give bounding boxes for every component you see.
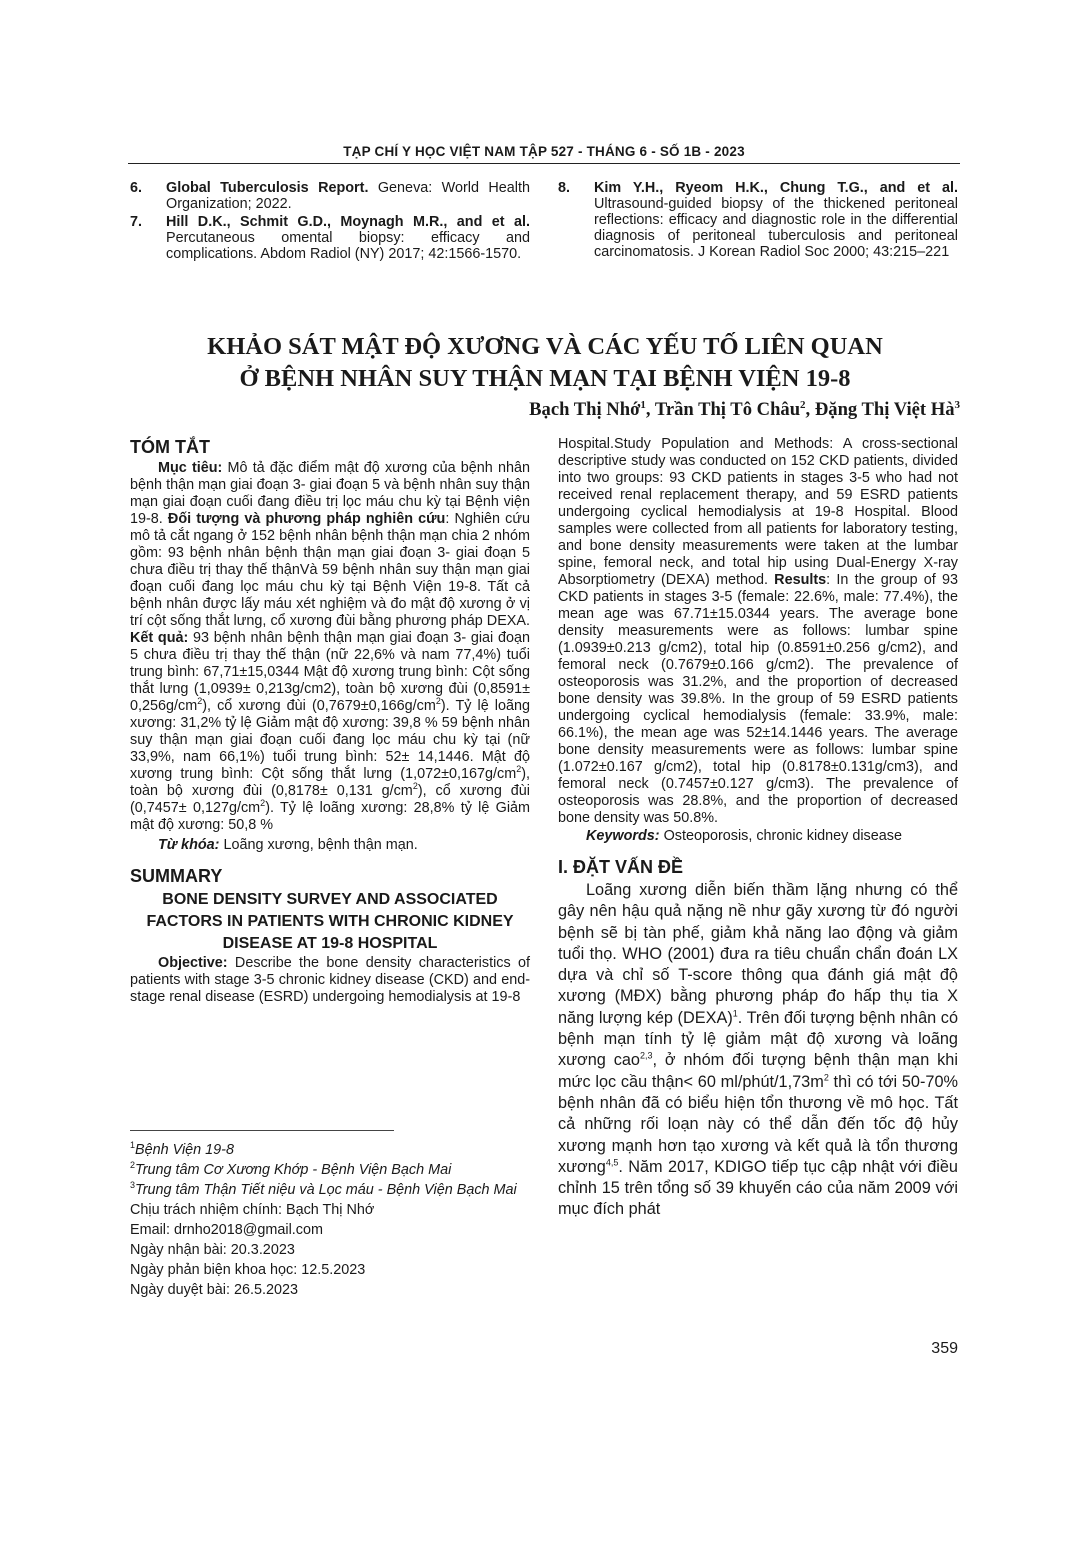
citation: 1 bbox=[732, 1008, 738, 1019]
title-line-1: KHẢO SÁT MẬT ĐỘ XƯƠNG VÀ CÁC YẾU TỐ LIÊN QUAN bbox=[207, 333, 883, 360]
body-text: . Năm 2017, KDIGO tiếp tục cập nhật với điều chỉnh 15 trên tổng số 39 khuyến cáo của năm 2009 với mục đích phát bbox=[558, 1157, 958, 1219]
doituong-label: Đối tượng và phương pháp nghiên cứu bbox=[167, 511, 446, 527]
date-received: Ngày nhận bài: 20.3.2023 bbox=[130, 1242, 295, 1258]
author-1: Bạch Thị Nhớ bbox=[529, 399, 641, 420]
citation: 2,3 bbox=[639, 1050, 653, 1061]
doituong-text: : Nghiên cứu mô tả cắt ngang ở 152 bệnh nhân bệnh thận mạn chia 2 nhóm gồm: 93 bệnh nhân bệnh thận mạn giai đoạn 3- giai đoạn 5 chưa điều trị thay thế thậnVà 59 bệnh nhân suy thận mạn giai đoạn cuối đang lọc máu chu kỳ tại Bệnh Viện 19-8. Tất cả bệnh nhân được lấy máu xét nghiệm và đo mật độ xương ở vị trí cột sống thắt lưng, cổ xương đùi bằng phương pháp DEXA. bbox=[130, 511, 530, 629]
ketqua-text: ), toàn bộ xương đùi (0,8178± 0,131 g/cm bbox=[130, 766, 530, 799]
tukhoa bbox=[130, 837, 530, 854]
tukhoa-label: Từ khóa: bbox=[158, 837, 220, 853]
date-accepted: Ngày duyệt bài: 26.5.2023 bbox=[130, 1282, 299, 1298]
summary-heading: SUMMARY bbox=[130, 866, 223, 886]
reference-number: 8. bbox=[558, 180, 571, 196]
section-1-heading: I. ĐẶT VẤN ĐỀ bbox=[558, 857, 684, 877]
footnote-mark: 3 bbox=[130, 1180, 136, 1191]
footnote-rule bbox=[130, 1130, 394, 1131]
summary-body bbox=[558, 436, 958, 827]
keywords-label: Keywords: bbox=[586, 828, 660, 844]
journal-header: TẠP CHÍ Y HỌC VIỆT NAM TẬP 527 - THÁNG 6 - SỐ 1B - 2023 bbox=[343, 144, 745, 159]
body-text: thì có tới 50-70% bệnh nhân đã có biểu hiện tổn thương về mô học. Tất cả những rối loạn này có thể dẫn đến tốc độ hủy xương mạnh hơn tạo xương và kết quả là tổn thương xương bbox=[558, 1072, 958, 1176]
contact-email: Email: drnho2018@gmail.com bbox=[130, 1222, 323, 1238]
responsible-author: Chịu trách nhiệm chính: Bạch Thị Nhớ bbox=[130, 1202, 375, 1218]
reference-text: Percutaneous omental biopsy: efficacy and complications. Abdom Radiol (NY) 2017; 42:1566-1570. bbox=[166, 230, 530, 262]
results-text: : In the group of 93 CKD patients in stages 3-5 (female: 22.6%, male: 77.4%), the mean age was 67.71±15.0344 years. The average bone density measurements were as follows: lumbar spine (1.0939±0.213 g/cm2), total hip (0.8591±0.256 g/cm2), and femoral neck (0.7679±0.166 g/cm2). The prevalence of osteoporosis was 31.2%, and the proportion of decreased bone density was 39.8%. In the group of 59 ESRD patients undergoing cyclical hemodialysis (female: 33.9%, male: 66.1%), the mean age was 52±14.1446 years. The average bone density measurements were as follows: lumbar spine (1.072±0.167 g/cm2), total hip (0.8178±0.131g/cm3), and femoral neck (0.7457±0.127 g/cm3). The prevalence of osteoporosis was 28.8%, and the proportion of decreased bone density was 50.8%. bbox=[558, 572, 959, 826]
superscript: 2 bbox=[260, 798, 266, 809]
body-text: , ở nhóm đối tượng bệnh thận mạn khi mức lọc cầu thận< 60 ml/phút/1,73m bbox=[558, 1051, 958, 1091]
superscript: 2 bbox=[823, 1072, 829, 1083]
reference-text: Geneva: World Health Organization; 2022. bbox=[166, 180, 530, 212]
body-text: Loãng xương diễn biến thầm lặng nhưng có thể gây nên hậu quả nặng nề như gãy xương từ đó người bệnh sẽ bị tàn phế, giảm khả năng lao động và giảm tuổi thọ. WHO (2001) đưa ra tiêu chuẩn chẩn đoán LX dựa và chỉ số T-score thông qua đánh giá mật độ xương (MĐX) bằng phương pháp đo hấp thụ tia X năng lượng kép (DEXA) bbox=[558, 881, 958, 1027]
affiliation-3: Trung tâm Thận Tiết niệu và Lọc máu - Bệnh Viện Bạch Mai bbox=[135, 1182, 517, 1198]
page-number: 359 bbox=[931, 1340, 958, 1357]
citation: 4,5 bbox=[605, 1157, 619, 1168]
summary-title: BONE DENSITY SURVEY AND ASSOCIATED FACTORS IN PATIENTS WITH CHRONIC KIDNEY DISEASE AT 19-8 HOSPITAL bbox=[146, 891, 514, 952]
muctieu-text: Mô tả đặc điểm mật độ xương của bệnh nhân bệnh thận mạn giai đoạn 3- giai đoạn 5 và bệnh nhân suy thận mạn giai đoạn cuối đang điều trị lọc máu chu kỳ tại Bệnh viện 19-8. bbox=[130, 460, 530, 527]
superscript: 2 bbox=[197, 696, 203, 707]
ketqua-label: Kết quả: bbox=[130, 630, 189, 646]
header-rule bbox=[128, 163, 960, 164]
reference-8 bbox=[558, 180, 958, 260]
reference-authors: Hill D.K., Schmit G.D., Moynagh M.R., and et al. bbox=[166, 214, 530, 230]
author-2: Trần Thị Tô Châu bbox=[654, 399, 801, 420]
tomtat-body bbox=[130, 460, 530, 834]
tukhoa-text: Loãng xương, bệnh thận mạn. bbox=[219, 837, 418, 853]
author-3-affiliation: 3 bbox=[954, 398, 960, 411]
keywords-text: Osteoporosis, chronic kidney disease bbox=[659, 828, 902, 844]
ketqua-text: 93 bệnh nhân bệnh thận mạn giai đoạn 3- giai đoạn 5 chưa điều trị thay thế thận (nữ 22,6% và nam 77,4%) tuổi trung bình: 67,71±15,0344 Mật độ xương trung bình: Cột sống thắt lưng (1,0939± 0,213g/cm2), toàn bộ xương đùi (0,8591± 0,256g/cm bbox=[130, 630, 530, 714]
footnotes bbox=[130, 1140, 530, 1300]
date-reviewed: Ngày phản biện khoa học: 12.5.2023 bbox=[130, 1262, 366, 1278]
keywords bbox=[558, 828, 958, 845]
title-line-2: Ở BỆNH NHÂN SUY THẬN MẠN TẠI BỆNH VIỆN 19-8 bbox=[239, 365, 851, 392]
affiliation-1: Bệnh Viện 19-8 bbox=[135, 1142, 234, 1158]
superscript: 2 bbox=[412, 781, 418, 792]
reference-authors: Kim Y.H., Ryeom H.K., Chung T.G., and et al. bbox=[594, 180, 958, 196]
author-list: Bạch Thị Nhớ$^1$, Trần Thị Tô Châu$^2$, Đặng Thị Việt $Hà^3$ bbox=[529, 398, 960, 420]
footnote-mark: 1 bbox=[130, 1140, 136, 1151]
summary-objective bbox=[130, 955, 530, 1006]
abstract-vi-column bbox=[130, 437, 530, 1006]
tomtat-heading: TÓM TẮT bbox=[130, 437, 210, 457]
reference-number: 6. bbox=[130, 180, 143, 196]
reference-number: 7. bbox=[130, 214, 143, 230]
superscript: 2 bbox=[516, 764, 522, 775]
reference-6 bbox=[130, 180, 530, 212]
ketqua-text: ), cổ xương đùi (0,7679±0,166g/cm bbox=[202, 698, 436, 714]
abstract-en-column bbox=[558, 436, 958, 1221]
author-1-affiliation: 1 bbox=[640, 398, 646, 411]
objective-text: Describe the bone density characteristics of patients with stage 3-5 chronic kidney disease (CKD) and end-stage renal disease (ESRD) undergoing hemodialysis at 19-8 bbox=[130, 955, 530, 1005]
ketqua-text: ), cổ xương đùi (0,7457± 0,127g/cm bbox=[130, 783, 530, 816]
affiliation-2: Trung tâm Cơ Xương Khớp - Bệnh Viện Bạch Mai bbox=[135, 1162, 452, 1178]
objective-label: Objective: bbox=[158, 955, 228, 971]
body-text: . Trên đối tượng bệnh nhân có bệnh mạn tính tỷ lệ giảm mật độ xương và loãng xương cao bbox=[558, 1008, 959, 1070]
article-title bbox=[130, 331, 960, 395]
reference-7 bbox=[130, 214, 530, 262]
ketqua-text: ). Tỷ lệ loãng xương: 31,2% tỷ lệ Giảm mật độ xương: 39,8 % 59 bệnh nhân suy thận mạn giai đoạn cuối đang lọc máu chu kỳ tại (nữ 33,9%, nam 66,1%) tuổi trung bình: 52± 14,1446. Mật độ xương trung bình: Cột sống thắt lưng (1,072±0,167g/cm bbox=[130, 698, 530, 782]
references-left bbox=[130, 180, 530, 262]
references-right bbox=[558, 180, 958, 260]
reference-authors: Global Tuberculosis Report. bbox=[166, 180, 369, 196]
results-label: Results bbox=[774, 572, 827, 588]
section-1-body bbox=[558, 880, 958, 1221]
summary-methods-text: Hospital.Study Population and Methods: A cross-sectional descriptive study was conducted on 152 CKD patients, divided into two groups: 93 CKD patients in stages 3-5 who had not received renal replacement therapy, and 59 ESRD patients undergoing cyclical hemodialysis at 19-8 Hospital. Blood samples were collected from all patients for laboratory testing, and bone density measurements were taken at the lumbar spine, femoral neck, and total hip using Dual-Energy X-ray Absorptiometry (DEXA) method. bbox=[558, 436, 958, 588]
author-2-affiliation: 2 bbox=[800, 398, 806, 411]
footnote-mark: 2 bbox=[130, 1160, 136, 1171]
superscript: 2 bbox=[435, 696, 441, 707]
reference-text: Ultrasound-guided biopsy of the thickened peritoneal reflections: efficacy and diagnostic role in the differential diagnosis of peritoneal tuberculosis and peritoneal carcinomatosis. J Korean Radiol Soc 2000; 43:215–221 bbox=[594, 196, 958, 260]
muctieu-label: Mục tiêu: bbox=[158, 460, 223, 476]
author-3: Đặng Thị Việt Hà bbox=[814, 399, 955, 420]
ketqua-text: ). Tỷ lệ loãng xương: 28,8% tỷ lệ Giảm mật độ xương: 50,8 % bbox=[130, 800, 531, 833]
